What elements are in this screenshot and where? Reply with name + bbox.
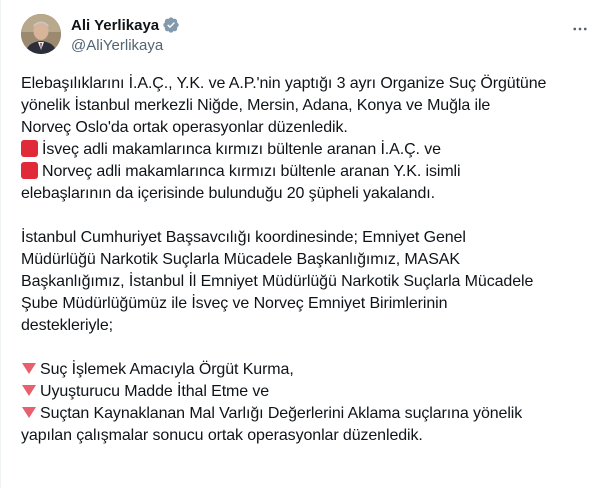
red-square-icon bbox=[21, 162, 38, 179]
bullet-line bbox=[21, 381, 601, 403]
bullet-text: Suç İşlemek Amacıyla Örgüt Kurma, bbox=[40, 361, 294, 378]
bullet-line bbox=[21, 139, 601, 161]
author-names bbox=[71, 15, 180, 54]
avatar[interactable] bbox=[21, 14, 61, 54]
text-line: Norveç Oslo'da ortak operasyonlar düzenledik. bbox=[21, 119, 348, 136]
blank-line bbox=[21, 337, 601, 359]
text-line: Şube Müdürlüğümüz ile İsveç ve Norveç Emniyet Birimlerinin bbox=[21, 295, 448, 312]
blank-line bbox=[21, 205, 601, 227]
author-display-name[interactable]: Ali Yerlikaya bbox=[71, 16, 160, 34]
bullet-text: Uyuşturucu Madde İthal Etme ve bbox=[40, 383, 270, 400]
red-square-icon bbox=[21, 140, 38, 157]
text-line: Elebaşılıklarını İ.A.Ç., Y.K. ve A.P.'nin yaptığı 3 ayrı Organize Suç Örgütüne bbox=[21, 75, 547, 92]
more-icon[interactable] bbox=[569, 18, 591, 40]
bullet-text: Norveç adli makamlarınca kırmızı bültenle aranan Y.K. isimli bbox=[42, 163, 461, 180]
red-triangle-down-icon bbox=[22, 385, 36, 396]
bullet-text: Suçtan Kaynaklanan Mal Varlığı Değerlerini Aklama suçlarına yönelik bbox=[40, 405, 523, 422]
bullet-line bbox=[21, 403, 601, 425]
text-line: Başkanlığımız, İstanbul İl Emniyet Müdürlüğü Narkotik Suçlarla Mücadele bbox=[21, 273, 534, 290]
text-line: Müdürlüğü Narkotik Suçlarla Mücadele Başkanlığımız, MASAK bbox=[21, 251, 460, 268]
bullet-line bbox=[21, 161, 601, 183]
text-line: yapılan çalışmalar sonucu ortak operasyonlar düzenledik. bbox=[21, 427, 423, 444]
red-triangle-down-icon bbox=[22, 363, 36, 374]
text-line: yönelik İstanbul merkezli Niğde, Mersin, Adana, Konya ve Muğla ile bbox=[21, 97, 491, 114]
post-header bbox=[21, 14, 591, 58]
red-triangle-down-icon bbox=[22, 407, 36, 418]
text-line: elebaşlarının da içerisinde bulunduğu 20 şüpheli yakalandı. bbox=[21, 185, 435, 202]
display-name-row bbox=[71, 15, 180, 35]
post-text bbox=[21, 73, 601, 447]
bullet-line bbox=[21, 359, 601, 381]
text-line: destekleriyle; bbox=[21, 317, 113, 334]
verified-badge-icon[interactable] bbox=[162, 16, 180, 34]
text-line: İstanbul Cumhuriyet Başsavcılığı koordinesinde; Emniyet Genel bbox=[21, 229, 466, 246]
bullet-text: İsveç adli makamlarınca kırmızı bültenle aranan İ.A.Ç. ve bbox=[42, 141, 441, 158]
author-handle[interactable]: @AliYerlikaya bbox=[71, 37, 164, 54]
